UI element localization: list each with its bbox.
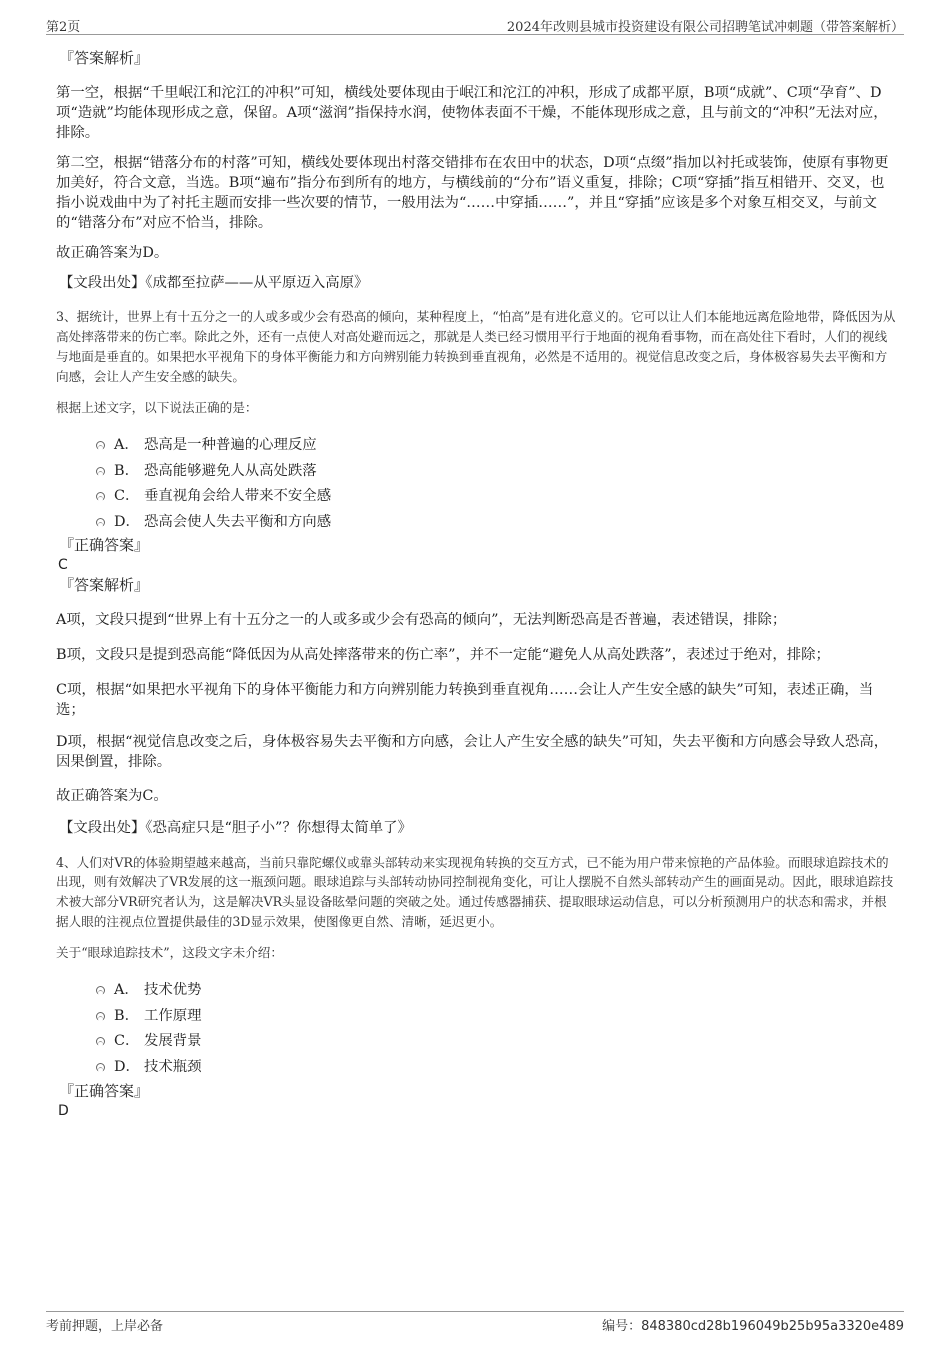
source-citation: 【文段出处】《成都至拉萨——从平原迈入高原》: [59, 275, 369, 291]
document-title: 2024年改则县城市投资建设有限公司招聘笔试冲刺题（带答案解析）: [506, 20, 904, 35]
document-code: [602, 1315, 904, 1334]
analysis-paragraph: 第一空，根据“千里岷江和沱江的冲积”可知，横线处要体现由于岷江和沱江的冲积，形成了成都平原，B项“成就”、C项“孕育”、D项“造就”均能体现形成之意，保留。A项“滋润”指保持水润，使物体表面不干燥，不能体现形成之意，且与前文的“冲积”无法对应，排除。: [56, 85, 888, 141]
code-value: 848380cd28b196049b25b95a3320e489: [641, 1319, 904, 1334]
page-header: [46, 14, 904, 35]
correct-answer-label: 『正确答案』: [59, 536, 150, 555]
option-list: [56, 980, 896, 1082]
radio-icon[interactable]: [96, 441, 105, 450]
option-list: [56, 435, 896, 537]
analysis-label: 『答案解析』: [59, 49, 150, 67]
conclusion: 故正确答案为D。: [56, 245, 169, 261]
radio-icon[interactable]: [96, 1012, 105, 1021]
radio-icon[interactable]: [96, 1037, 105, 1046]
analysis-paragraph: D项，根据“视觉信息改变之后，身体极容易失去平衡和方向感，会让人产生安全感的缺失”可知，失去平衡和方向感会导致人恐高，因果倒置，排除。: [56, 734, 889, 771]
option-a[interactable]: A． 恐高是一种普遍的心理反应: [56, 435, 896, 461]
correct-answer-label: 『正确答案』: [59, 1081, 150, 1100]
option-c[interactable]: C． 垂直视角会给人带来不安全感: [56, 486, 896, 512]
radio-icon[interactable]: [96, 467, 105, 476]
option-a[interactable]: A． 技术优势: [56, 980, 896, 1006]
code-label: 编号：: [602, 1319, 642, 1334]
analysis-label: 『答案解析』: [59, 576, 150, 595]
page-footer: [46, 1311, 904, 1336]
question-text: 3、据统计，世界上有十五分之一的人或多或少会有恐高的倾向，某种程度上，“怕高”是有进化意义的。它可以让人们本能地远离危险地带，降低因为从高处摔落带来的伤亡率。除此之外，还有一点使人对高处避而远之，那就是人类已经习惯用平行于地面的视角看事物，而在高处往下看时，人们的视线与地面是垂直的。如果把水平视角下的身体平衡能力和方向辨别能力转换到垂直视角，必然是不适用的。视觉信息改变之后，身体极容易失去平衡和方向感，会让人产生安全感的缺失。: [56, 309, 896, 384]
analysis-paragraph: A项，文段只提到“世界上有十五分之一的人或多或少会有恐高的倾向”，无法判断恐高是否普遍，表述错误，排除；: [56, 612, 787, 629]
correct-answer: D: [58, 1102, 69, 1119]
question-prompt: 根据上述文字，以下说法正确的是：: [56, 400, 258, 416]
radio-icon[interactable]: [96, 518, 105, 527]
question-text: 4、人们对VR的体验期望越来越高，当前只靠陀螺仪或靠头部转动来实现视角转换的交互方式，已不能为用户带来惊艳的产品体验。而眼球追踪技术的出现，则有效解决了VR发展的这一瓶颈问题。眼球追踪与头部转动协同控制视角变化，可让人摆脱不自然头部转动产生的画面晃动。因此，眼球追踪技术被大部分VR研究者认为，这是解决VR头显设备眩晕问题的突破之处。通过传感器捕获、提取眼球运动信息，可以分析预测用户的状态和需求，并根据人眼的注视点位置提供最佳的3D显示效果，使图像更自然、清晰，延迟更小。: [56, 854, 894, 929]
analysis-paragraph: C项，根据“如果把水平视角下的身体平衡能力和方向辨别能力转换到垂直视角……会让人产生安全感的缺失”可知，表述正确，当选；: [56, 682, 874, 719]
analysis-paragraph: 第二空，根据“错落分布的村落”可知，横线处要体现出村落交错排布在农田中的状态，D项“点缀”指加以衬托或装饰，使原有事物更加美好，符合文意，当选。B项“遍布”指分布到所有的地方，与横线前的“分布”语义重复，排除；C项“穿插”指互相错开、交叉，也指小说戏曲中为了衬托主题而安排一些次要的情节，一般用法为“……中穿插……”，并且“穿插”应该是多个对象互相交叉，与前文的“错落分布”对应不恰当，排除。: [56, 155, 889, 231]
radio-icon[interactable]: [96, 492, 105, 501]
analysis-paragraph: B项，文段只是提到恐高能“降低因为从高处摔落带来的伤亡率”，并不一定能“避免人从高处跌落”，表述过于绝对，排除；: [56, 647, 830, 664]
page-content: [56, 46, 896, 1121]
correct-answer: C: [58, 557, 68, 574]
option-b[interactable]: B． 工作原理: [56, 1006, 896, 1032]
option-c[interactable]: C． 发展背景: [56, 1031, 896, 1057]
option-d[interactable]: D． 技术瓶颈: [56, 1057, 896, 1083]
option-b[interactable]: B． 恐高能够避免人从高处跌落: [56, 461, 896, 487]
footer-slogan: 考前押题，上岸必备: [46, 1319, 164, 1334]
radio-icon[interactable]: [96, 986, 105, 995]
source-citation: 【文段出处】《恐高症只是“胆子小”？你想得太简单了》: [59, 820, 412, 837]
question-prompt: 关于“眼球追踪技术”，这段文字未介绍：: [56, 945, 283, 961]
conclusion: 故正确答案为C。: [56, 788, 168, 805]
page-number: 第2页: [46, 20, 81, 35]
radio-icon[interactable]: [96, 1063, 105, 1072]
option-d[interactable]: D． 恐高会使人失去平衡和方向感: [56, 512, 896, 538]
